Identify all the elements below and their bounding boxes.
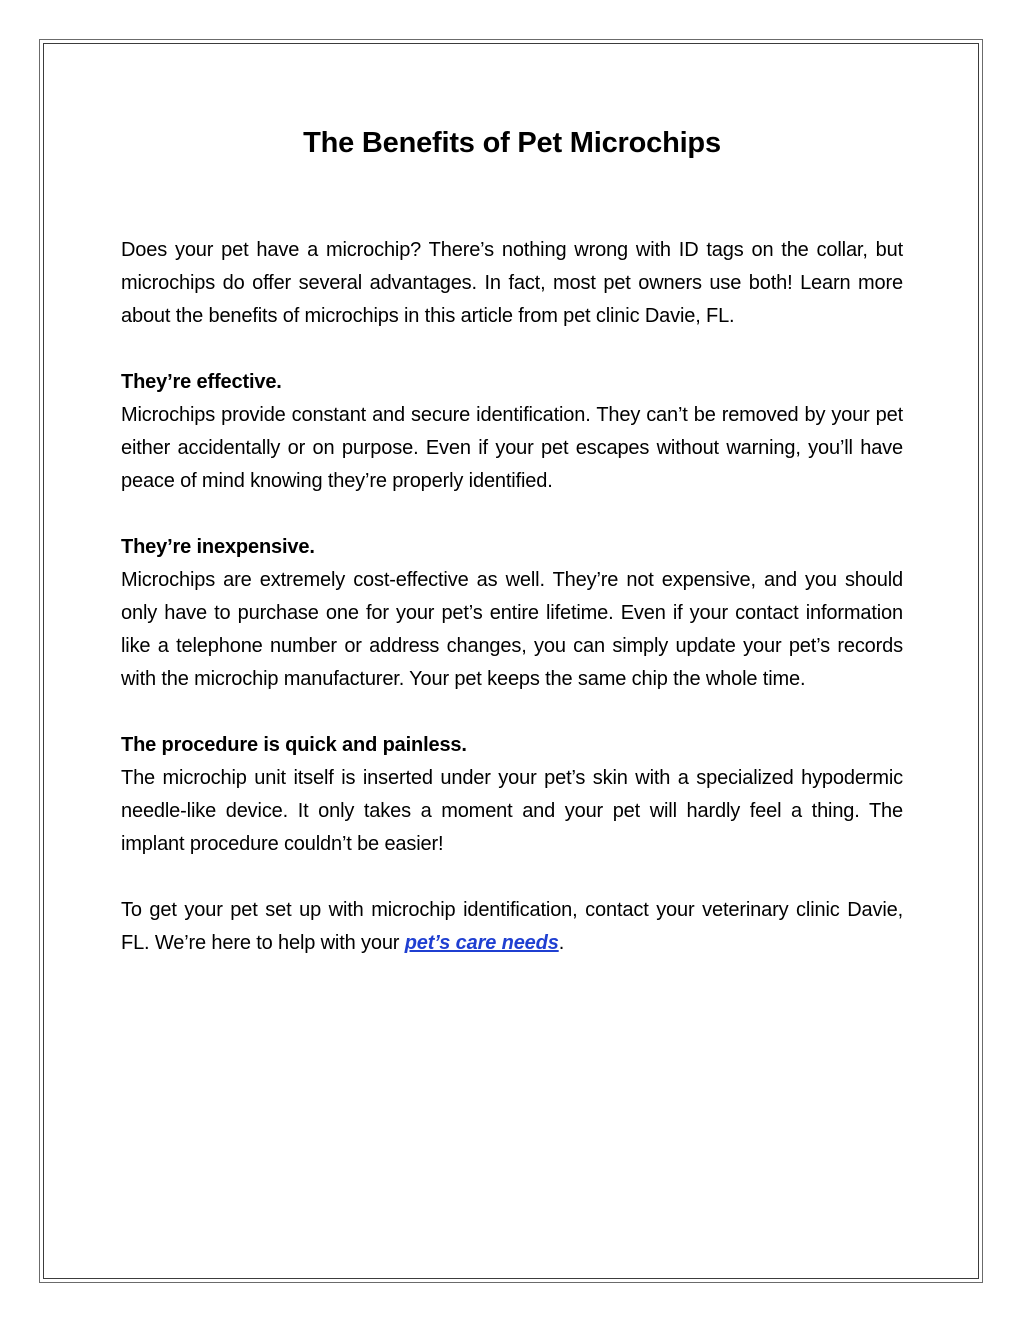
section-heading-procedure: The procedure is quick and painless. <box>121 734 467 756</box>
intro-paragraph: Does your pet have a microchip? There’s nothing wrong with ID tags on the collar, but microchips do offer several advantages. In fact, most pet owners use both! Learn more about the benefits of microchips in this article from pet clinic Davie, FL. <box>121 239 903 327</box>
document-content <box>121 120 903 960</box>
section-heading-effective: They’re effective. <box>121 371 282 393</box>
pets-care-needs-link[interactable]: pet’s care needs <box>404 932 559 954</box>
section-body-inexpensive: Microchips are extremely cost-effective as well. They’re not expensive, and you should only have to purchase one for your pet’s entire lifetime. Even if your contact information like a telephone number or address changes, you can simply update your pet’s records with the microchip manufacturer. Your pet keeps the same chip the whole time. <box>121 569 903 690</box>
page-title: The Benefits of Pet Microchips <box>303 127 721 159</box>
section-heading-inexpensive: They’re inexpensive. <box>121 536 315 558</box>
closing-period: . <box>558 932 565 954</box>
section-body-procedure: The microchip unit itself is inserted under your pet’s skin with a specialized hypodermic needle-like device. It only takes a moment and your pet will hardly feel a thing. The implant procedure couldn’t be easier! <box>121 767 903 855</box>
section-body-effective: Microchips provide constant and secure identification. They can’t be removed by your pet either accidentally or on purpose. Even if your pet escapes without warning, you’ll have peace of mind knowing they’re properly identified. <box>121 404 903 492</box>
closing-text: To get your pet set up with microchip identification, contact your veterinary clinic Davie, FL. We’re here to help with your <box>121 899 903 954</box>
closing-paragraph <box>121 894 903 960</box>
